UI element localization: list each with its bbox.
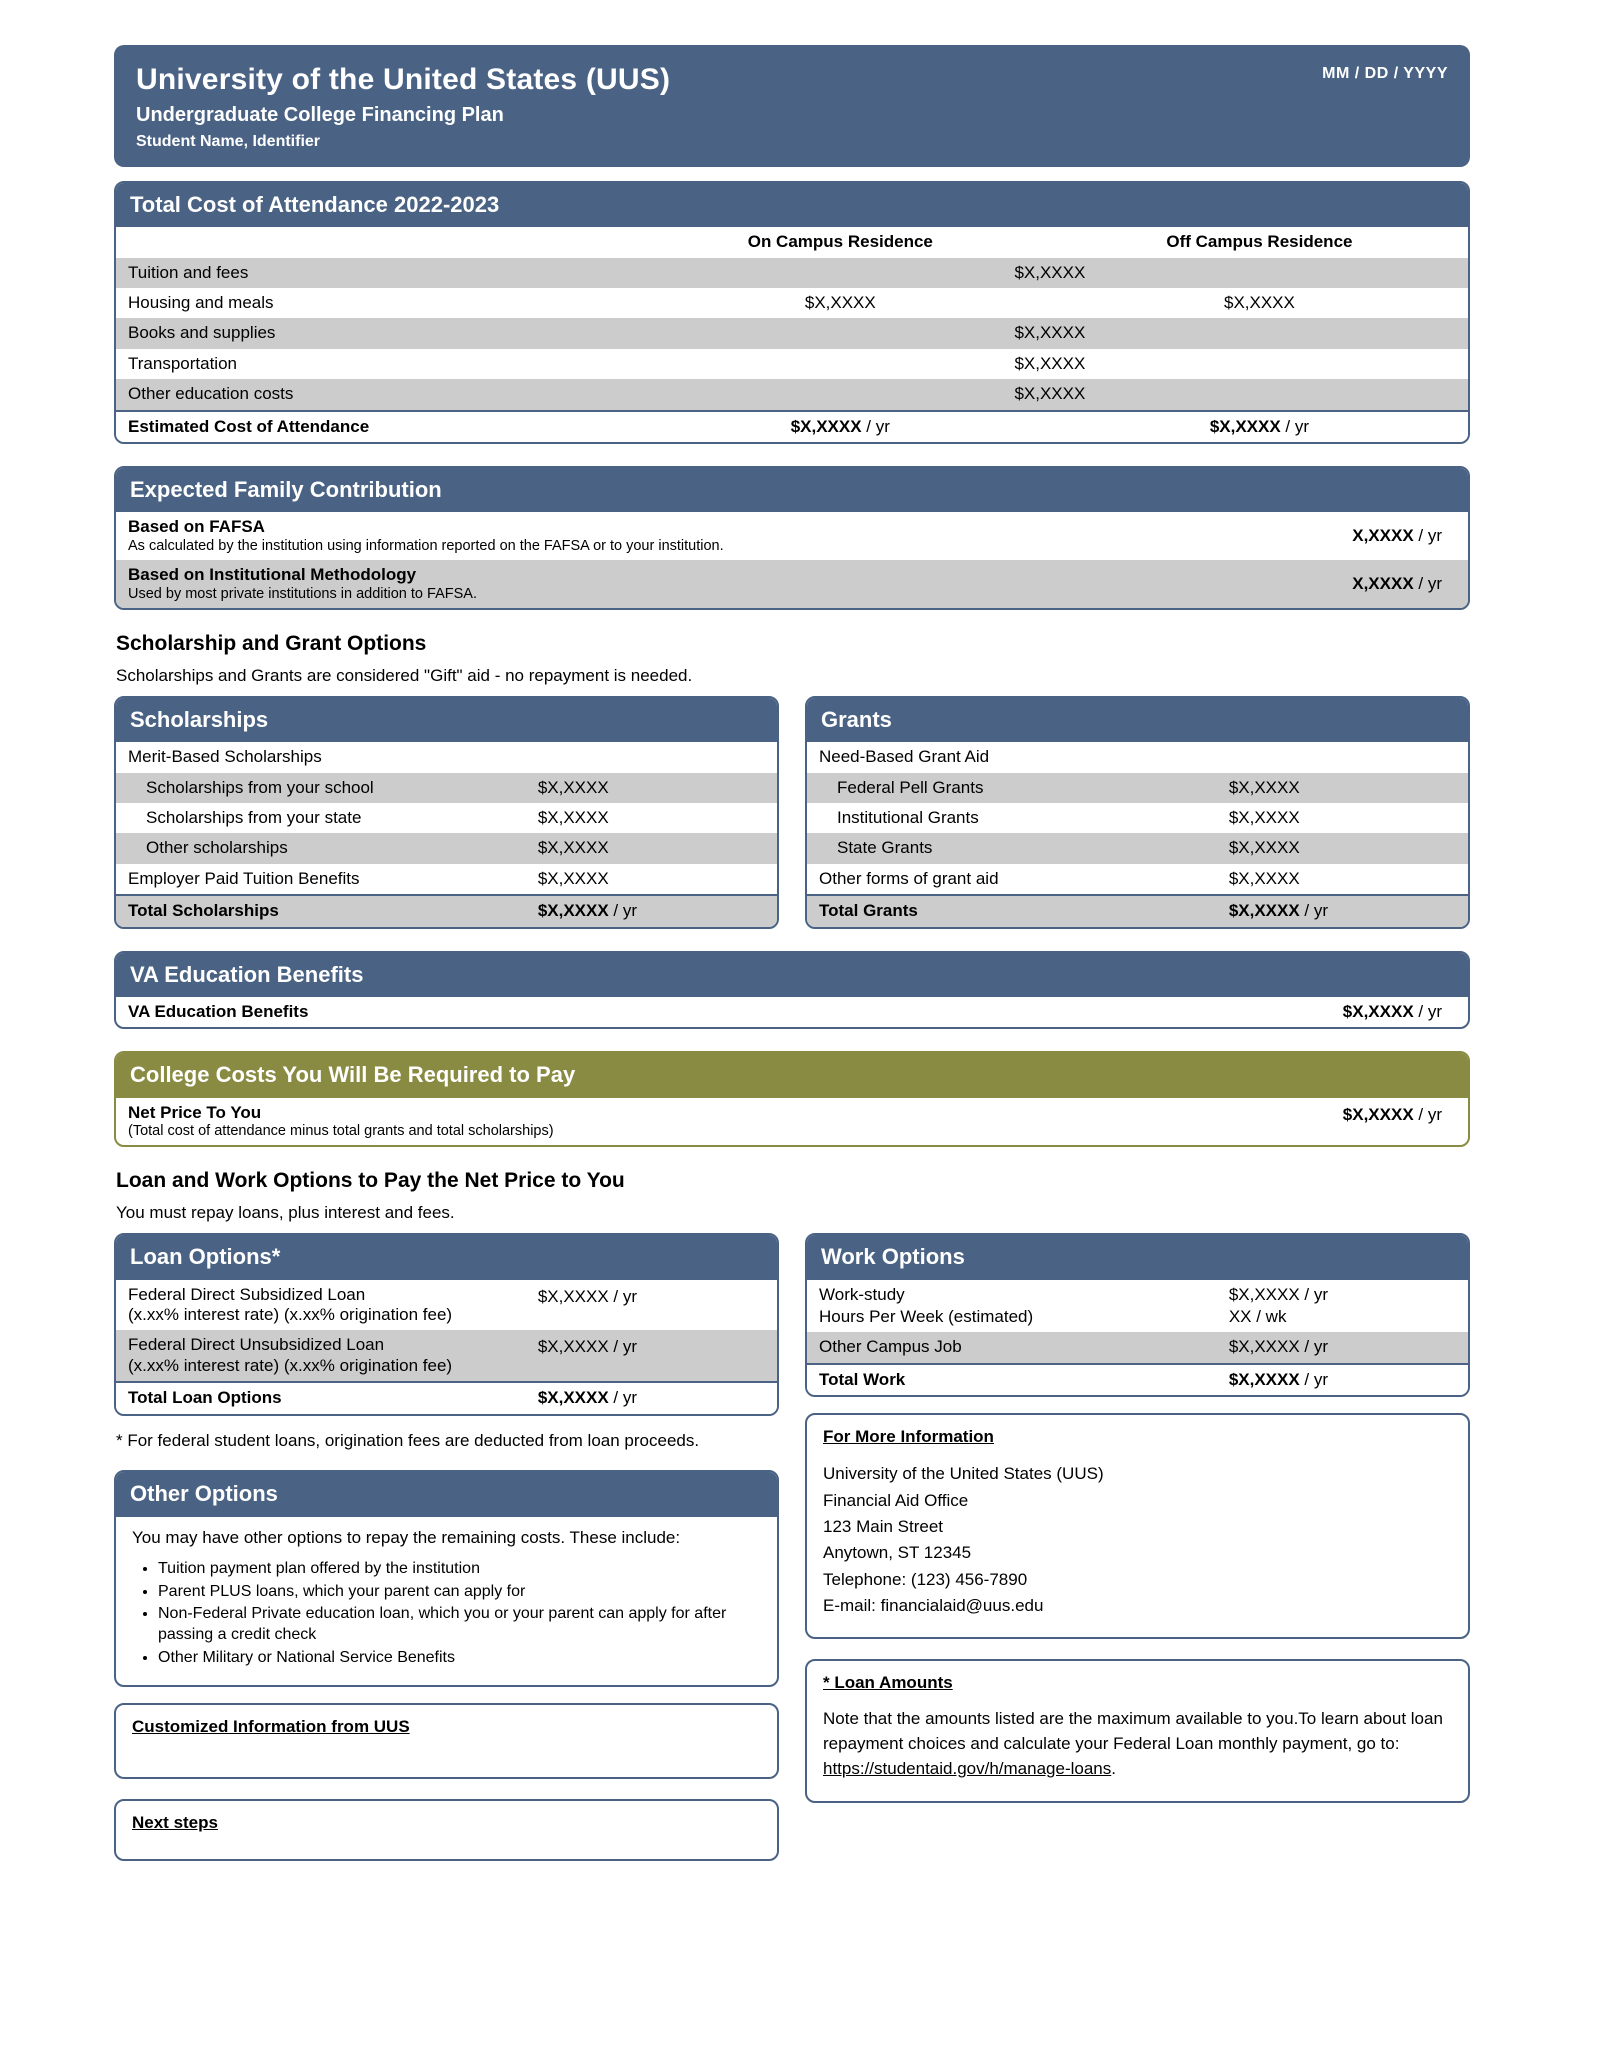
list-item: • Other Military or National Service Benefits xyxy=(158,1648,761,1669)
loan-work-columns xyxy=(114,1233,1470,1881)
coa-total-label: Estimated Cost of Attendance xyxy=(116,411,630,442)
coa-value-books: $X,XXXX xyxy=(630,318,1468,348)
table-row xyxy=(807,1280,1468,1306)
efc-fafsa-value: X,XXXX / yr xyxy=(1352,526,1442,546)
sch-value-state: $X,XXXX xyxy=(537,807,609,827)
work-study-label: Work-study xyxy=(819,1284,905,1304)
table-row xyxy=(116,864,777,895)
va-row-value: $X,XXXX / yr xyxy=(1342,1001,1442,1021)
work-total-row xyxy=(807,1364,1468,1395)
table-row xyxy=(116,379,1468,410)
loan-amounts-text-before: Note that the amounts listed are the maximum available to you.To learn about loan repayment choices and calculate your Federal Loan monthly payment, go to: xyxy=(823,1709,1443,1753)
table-row xyxy=(116,258,1468,288)
grn-label-pell: Federal Pell Grants xyxy=(807,773,1217,803)
loan-options-table xyxy=(116,1280,777,1414)
loan-work-note: You must repay loans, plus interest and fees. xyxy=(116,1203,455,1223)
more-info-line-city: Anytown, ST 12345 xyxy=(823,1543,972,1563)
left-column xyxy=(114,1233,779,1881)
more-information-title: For More Information xyxy=(823,1427,994,1447)
scholarship-grant-note: Scholarships and Grants are considered "Gift" aid - no repayment is needed. xyxy=(116,665,693,685)
scholarships-total-row xyxy=(116,895,777,926)
sch-value-merit xyxy=(526,742,777,772)
col-header-blank xyxy=(116,227,630,257)
expected-family-contribution-panel xyxy=(114,466,1470,610)
table-row xyxy=(116,773,777,803)
cost-of-attendance-table xyxy=(116,227,1468,442)
loan-total-row xyxy=(116,1382,777,1413)
list-item: • Tuition payment plan offered by the institution xyxy=(158,1559,761,1580)
more-info-line-telephone: Telephone: (123) 456-7890 xyxy=(823,1569,1028,1589)
scholarships-table xyxy=(116,742,777,926)
grants-total-row xyxy=(807,895,1468,926)
loan-amounts-box xyxy=(805,1659,1470,1803)
net-price-note: (Total cost of attendance minus total grants and total scholarships) xyxy=(128,1122,554,1139)
table-header-row xyxy=(116,227,1468,257)
loan-unsubsidized-label: Federal Direct Unsubsidized Loan xyxy=(128,1335,385,1355)
loan-subsidized-label: Federal Direct Subsidized Loan xyxy=(128,1284,366,1304)
loan-amounts-text xyxy=(823,1707,1452,1781)
grn-label-state: State Grants xyxy=(807,833,1217,863)
work-total-label: Total Work xyxy=(807,1364,1217,1395)
other-options-intro: You may have other options to repay the remaining costs. These include: xyxy=(132,1527,681,1547)
more-info-line-office: Financial Aid Office xyxy=(823,1490,969,1510)
sch-label-other: Other scholarships xyxy=(116,833,526,863)
loan-unsubsidized-cell xyxy=(116,1330,526,1382)
loan-work-caption: Loan and Work Options to Pay the Net Price to You xyxy=(116,1169,625,1193)
sch-value-school: $X,XXXX xyxy=(526,773,777,803)
net-price-table xyxy=(116,1098,1468,1146)
sch-label-state: Scholarships from your state xyxy=(146,807,362,827)
other-options-title: Other Options xyxy=(116,1472,777,1516)
document-sheet xyxy=(114,45,1470,1881)
grants-panel xyxy=(805,696,1470,929)
col-header-on-campus: On Campus Residence xyxy=(747,232,933,252)
grn-value-needbased xyxy=(1217,742,1468,772)
grn-value-state: $X,XXXX xyxy=(1217,833,1468,863)
scholarships-column xyxy=(114,696,779,951)
grn-value-pell: $X,XXXX xyxy=(1217,773,1468,803)
efc-im-cell xyxy=(116,560,1144,608)
coa-label-books: Books and supplies xyxy=(116,318,630,348)
va-row-label: VA Education Benefits xyxy=(128,1001,309,1021)
work-options-title: Work Options xyxy=(807,1235,1468,1279)
grn-total-label: Total Grants xyxy=(807,895,1217,926)
table-row xyxy=(807,742,1468,772)
table-row xyxy=(807,1306,1468,1332)
table-row xyxy=(807,803,1468,833)
sch-label-merit: Merit-Based Scholarships xyxy=(128,747,322,767)
loan-subsidized-note: (x.xx% interest rate) (x.xx% origination fee) xyxy=(128,1304,453,1324)
efc-fafsa-note: As calculated by the institution using information reported on the FAFSA or to your institution. xyxy=(128,537,724,554)
net-price-label-cell xyxy=(116,1098,1144,1146)
coa-total-on-campus: $X,XXXX / yr xyxy=(630,411,1049,442)
sch-label-school: Scholarships from your school xyxy=(116,773,526,803)
grn-label-other: Other forms of grant aid xyxy=(819,868,999,888)
coa-label-tuition: Tuition and fees xyxy=(116,258,630,288)
table-row xyxy=(116,349,1468,379)
scholarships-grants-columns xyxy=(114,696,1470,951)
plan-title: Undergraduate College Financing Plan xyxy=(136,104,504,126)
next-steps-box[interactable] xyxy=(114,1799,779,1861)
coa-total-row xyxy=(116,411,1468,442)
net-price-value: $X,XXXX / yr xyxy=(1342,1104,1442,1124)
col-header-off-campus: Off Campus Residence xyxy=(1166,232,1353,252)
table-row xyxy=(116,997,1468,1027)
net-price-label: Net Price To You xyxy=(128,1102,262,1122)
work-hours-value: XX / wk xyxy=(1228,1306,1287,1326)
table-row xyxy=(116,1330,777,1382)
va-benefits-table xyxy=(116,997,1468,1027)
grn-value-institutional: $X,XXXX xyxy=(1228,807,1300,827)
efc-table xyxy=(116,512,1468,608)
cost-of-attendance-panel xyxy=(114,181,1470,444)
efc-im-label: Based on Institutional Methodology xyxy=(128,565,417,585)
table-row xyxy=(116,1098,1468,1146)
table-row xyxy=(116,803,777,833)
loan-origination-footnote: * For federal student loans, origination fees are deducted from loan proceeds. xyxy=(116,1430,700,1450)
list-item: • Non-Federal Private education loan, which you or your parent can apply for after passing a credit check xyxy=(158,1604,761,1646)
grants-table xyxy=(807,742,1468,926)
work-campusjob-label: Other Campus Job xyxy=(807,1332,1217,1363)
coa-value-housing-off: $X,XXXX xyxy=(1223,293,1295,313)
work-options-table xyxy=(807,1280,1468,1396)
table-row xyxy=(116,833,777,863)
table-row xyxy=(807,1332,1468,1363)
coa-value-housing-on: $X,XXXX xyxy=(804,293,876,313)
sch-value-employer: $X,XXXX xyxy=(537,868,609,888)
coa-total-off-campus: $X,XXXX / yr xyxy=(1049,411,1468,442)
efc-fafsa-label: Based on FAFSA xyxy=(128,517,265,537)
sch-total-label: Total Scholarships xyxy=(116,895,526,926)
efc-im-value: X,XXXX / yr xyxy=(1144,560,1468,608)
coa-label-transportation: Transportation xyxy=(128,353,237,373)
efc-title: Expected Family Contribution xyxy=(116,468,1468,512)
next-steps-title: Next steps xyxy=(132,1812,218,1832)
sch-label-employer: Employer Paid Tuition Benefits xyxy=(128,868,360,888)
right-column xyxy=(805,1233,1470,1823)
efc-fafsa-cell xyxy=(116,512,1144,560)
coa-value-tuition: $X,XXXX xyxy=(630,258,1468,288)
table-row xyxy=(807,864,1468,895)
work-study-value: $X,XXXX / yr xyxy=(1228,1284,1329,1304)
loan-amounts-title: * Loan Amounts xyxy=(823,1673,953,1693)
loan-subsidized-cell xyxy=(116,1280,526,1331)
table-row xyxy=(116,318,1468,348)
table-row xyxy=(116,1280,777,1331)
scholarships-panel xyxy=(114,696,779,929)
document-date: MM / DD / YYYY xyxy=(1322,65,1448,82)
scholarship-grant-caption: Scholarship and Grant Options xyxy=(116,631,427,655)
student-identifier: Student Name, Identifier xyxy=(136,133,321,150)
loan-options-panel xyxy=(114,1233,779,1415)
table-row xyxy=(807,833,1468,863)
more-information-box xyxy=(805,1413,1470,1639)
coa-label-other: Other education costs xyxy=(116,379,630,410)
customized-information-title: Customized Information from UUS xyxy=(132,1716,410,1736)
more-info-line-street: 123 Main Street xyxy=(823,1516,944,1536)
loan-unsubsidized-value: $X,XXXX / yr xyxy=(526,1330,777,1382)
other-options-list xyxy=(132,1559,761,1669)
table-row xyxy=(116,512,1468,560)
other-options-panel xyxy=(114,1470,779,1686)
more-info-line-email: E-mail: financialaid@uus.edu xyxy=(823,1595,1044,1615)
document-header xyxy=(114,45,1470,167)
loan-amounts-text-after: . xyxy=(1111,1758,1116,1778)
grn-label-needbased: Need-Based Grant Aid xyxy=(819,747,990,767)
other-options-body xyxy=(116,1517,777,1685)
efc-im-note: Used by most private institutions in addition to FAFSA. xyxy=(128,585,477,602)
work-hours-label: Hours Per Week (estimated) xyxy=(819,1306,1034,1326)
va-benefits-title: VA Education Benefits xyxy=(116,953,1468,997)
table-row xyxy=(116,560,1468,608)
coa-value-other: $X,XXXX xyxy=(630,379,1468,410)
institution-name: University of the United States (UUS) xyxy=(136,63,671,96)
coa-value-transportation: $X,XXXX xyxy=(1014,353,1086,373)
net-price-title: College Costs You Will Be Required to Pay xyxy=(116,1053,1468,1097)
table-row xyxy=(116,742,777,772)
loan-options-title: Loan Options* xyxy=(116,1235,777,1279)
grn-value-other: $X,XXXX xyxy=(1228,868,1300,888)
coa-label-housing: Housing and meals xyxy=(128,293,274,313)
manage-loans-link[interactable]: https://studentaid.gov/h/manage-loans xyxy=(823,1758,1112,1778)
list-item: • Parent PLUS loans, which your parent can apply for xyxy=(158,1582,761,1603)
cost-of-attendance-title: Total Cost of Attendance 2022-2023 xyxy=(116,183,1468,227)
sch-total-value: $X,XXXX / yr xyxy=(526,895,777,926)
va-benefits-panel xyxy=(114,951,1470,1030)
loan-subsidized-value: $X,XXXX / yr xyxy=(537,1286,638,1306)
loan-total-value: $X,XXXX / yr xyxy=(526,1382,777,1413)
more-info-line-institution: University of the United States (UUS) xyxy=(823,1464,1104,1484)
table-row xyxy=(116,288,1468,318)
work-options-panel xyxy=(805,1233,1470,1397)
scholarships-title: Scholarships xyxy=(116,698,777,742)
loan-unsubsidized-note: (x.xx% interest rate) (x.xx% origination fee) xyxy=(128,1355,453,1375)
grants-column xyxy=(805,696,1470,951)
work-total-value: $X,XXXX / yr xyxy=(1217,1364,1468,1395)
table-row xyxy=(807,773,1468,803)
sch-value-other: $X,XXXX xyxy=(526,833,777,863)
grants-title: Grants xyxy=(807,698,1468,742)
customized-information-box[interactable] xyxy=(114,1703,779,1779)
loan-total-label: Total Loan Options xyxy=(116,1382,526,1413)
grn-total-value: $X,XXXX / yr xyxy=(1217,895,1468,926)
work-campusjob-value: $X,XXXX / yr xyxy=(1217,1332,1468,1363)
net-price-panel xyxy=(114,1051,1470,1147)
grn-label-institutional: Institutional Grants xyxy=(837,807,979,827)
